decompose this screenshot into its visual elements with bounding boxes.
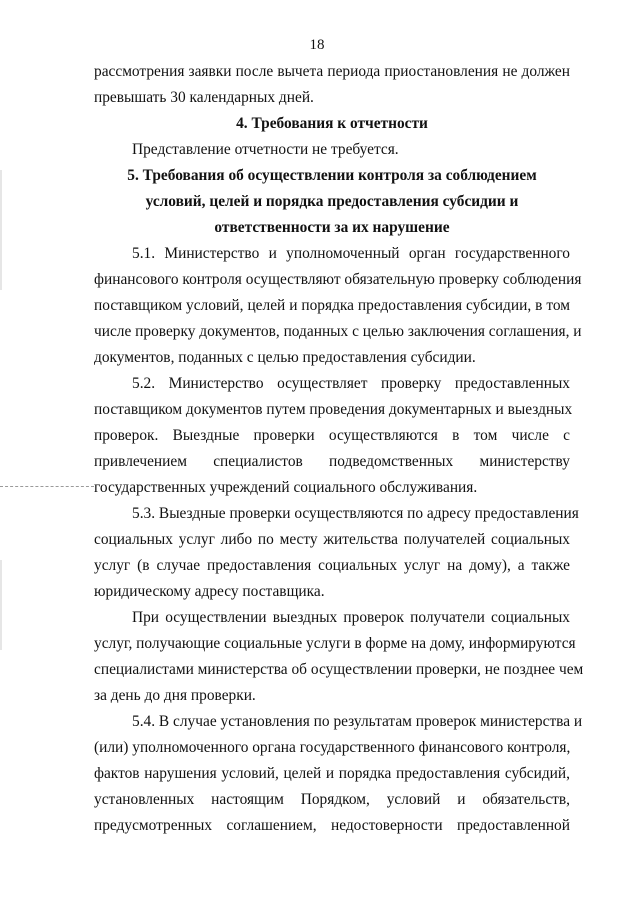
text-line: числе проверку документов, поданных с целью заключения соглашения, и <box>94 323 582 340</box>
text-line: привлечением специалистов подведомственных министерству <box>94 453 570 470</box>
text-line: При осуществлении выездных проверок получатели социальных <box>132 609 570 626</box>
text-line: (или) уполномоченного органа государственного финансового контроля, <box>94 739 571 756</box>
text-line: социальных услуг либо по месту жительства получателей социальных <box>94 531 570 548</box>
section-heading: ответственности за их нарушение <box>214 219 450 236</box>
page-number: 18 <box>309 37 325 53</box>
text-line: проверок. Выездные проверки осуществляются в том числе с <box>94 427 570 444</box>
section-heading: 5. Требования об осуществлении контроля за соблюдением <box>127 167 537 184</box>
text-line: поставщиком документов путем проведения документарных и выездных <box>94 401 573 418</box>
text-line: услуг (в случае предоставления социальных услуг на дому), а также <box>94 557 570 574</box>
text-line: 5.3. Выездные проверки осуществляются по адресу предоставления <box>132 505 579 522</box>
text-line: Представление отчетности не требуется. <box>132 141 399 158</box>
text-line: поставщиком условий, целей и порядка предоставления субсидии, в том <box>94 297 570 314</box>
text-line: финансового контроля осуществляют обязательную проверку соблюдения <box>94 271 582 288</box>
text-line: 5.4. В случае установления по результатам проверок министерства и <box>132 713 583 730</box>
text-line: фактов нарушения условий, целей и порядка предоставления субсидий, <box>94 765 570 782</box>
text-line: документов, поданных с целью предоставления субсидии. <box>94 349 476 366</box>
scan-fold-line <box>0 486 94 487</box>
text-line: 5.2. Министерство осуществляет проверку предоставленных <box>132 375 570 392</box>
text-line: специалистами министерства об осуществлении проверки, не позднее чем <box>94 661 584 678</box>
text-line: услуг, получающие социальные услуги в форме на дому, информируются <box>94 635 576 652</box>
text-line: рассмотрения заявки после вычета периода приостановления не должен <box>94 63 570 80</box>
section-heading: 4. Требования к отчетности <box>236 115 428 132</box>
section-heading: условий, целей и порядка предоставления субсидии и <box>145 193 519 210</box>
scan-edge-mark <box>0 170 2 290</box>
text-line: предусмотренных соглашением, недостоверности предоставленной <box>94 817 570 834</box>
text-line: за день до дня проверки. <box>94 687 256 704</box>
text-line: превышать 30 календарных дней. <box>94 89 314 106</box>
text-line: государственных учреждений социального обслуживания. <box>94 479 478 496</box>
text-line: установленных настоящим Порядком, условий и обязательств, <box>94 791 570 808</box>
text-line: 5.1. Министерство и уполномоченный орган государственного <box>132 245 570 262</box>
scan-edge-mark <box>0 560 2 650</box>
text-line: юридическому адресу поставщика. <box>94 583 325 600</box>
